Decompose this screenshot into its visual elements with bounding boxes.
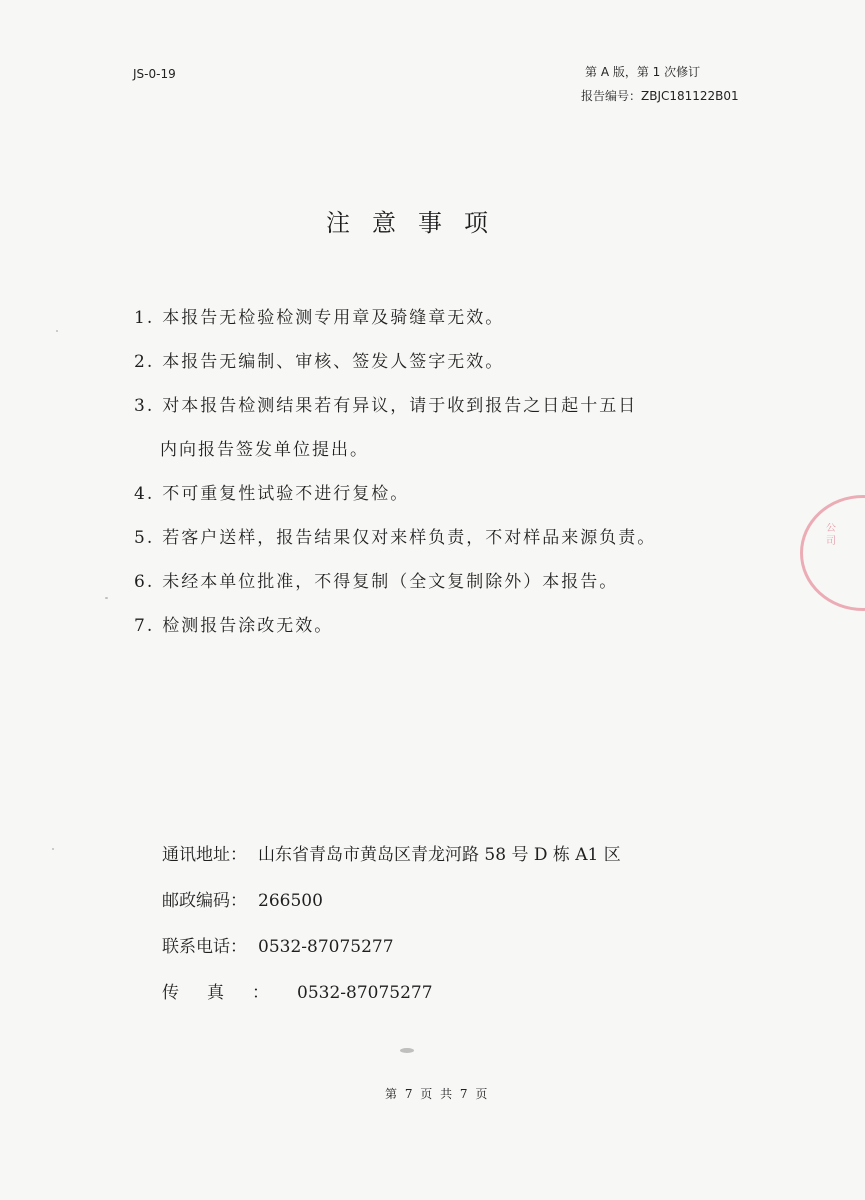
note-number: 5. [134,528,155,548]
page-indicator: 第 7 页 共 7 页 [385,1087,490,1101]
fax-value: 0532-87075277 [297,983,433,1003]
notes-list [134,296,754,648]
postcode-row [162,884,621,930]
postcode-label: 邮政编码： [162,891,247,911]
note-item [134,560,754,604]
note-text: 本报告无检验检测专用章及骑缝章无效。 [162,308,505,328]
page-title: 注意事项 [326,209,510,237]
seal-stamp [800,495,865,611]
postcode-value: 266500 [258,891,323,911]
address-label: 通讯地址： [162,845,247,865]
note-number: 1. [134,308,155,328]
address-value: 山东省青岛市黄岛区青龙河路 58 号 D 栋 A1 区 [258,845,621,865]
note-item [134,340,754,384]
report-number: 报告编号：ZBJC181122B01 [581,89,739,103]
note-text: 若客户送样，报告结果仅对来样负责，不对样品来源负责。 [162,528,657,548]
note-text: 检测报告涂改无效。 [162,616,334,636]
seal-text: 公司 [826,523,836,547]
phone-value: 0532-87075277 [258,937,394,957]
note-text: 对本报告检测结果若有异议，请于收到报告之日起十五日 [162,396,638,416]
note-number: 4. [134,484,155,504]
fax-row [162,976,621,1022]
phone-label: 联系电话： [162,937,247,957]
scan-speck [105,597,108,599]
note-number: 2. [134,352,155,372]
scan-speck [56,330,58,332]
note-continuation: 内向报告签发单位提出。 [160,440,369,460]
note-number: 3. [134,396,155,416]
note-text: 未经本单位批准，不得复制（全文复制除外）本报告。 [162,572,619,592]
note-item [134,384,754,472]
note-text: 本报告无编制、审核、签发人签字无效。 [162,352,505,372]
note-item [134,472,754,516]
note-text: 不可重复性试验不进行复检。 [162,484,410,504]
phone-row [162,930,621,976]
scan-speck [52,848,54,850]
address-row [162,838,621,884]
contact-info [162,838,621,1022]
note-number: 6. [134,572,155,592]
note-number: 7. [134,616,155,636]
document-code: JS-0-19 [133,67,176,81]
note-item [134,296,754,340]
fax-label: 传真： [162,983,297,1003]
note-item [134,516,754,560]
note-item [134,604,754,648]
revision-label: 第 A 版，第 1 次修订 [585,65,701,79]
scan-speck [400,1048,414,1053]
